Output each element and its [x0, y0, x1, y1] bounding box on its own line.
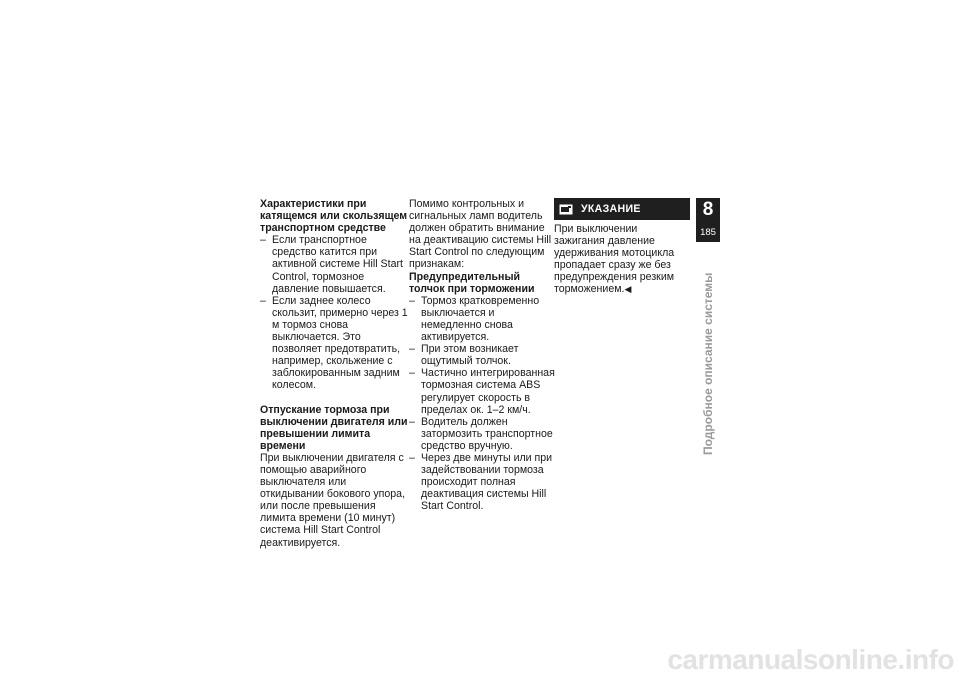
list-item: – При этом возникает ощутимый толчок. — [409, 343, 557, 367]
note-header — [554, 198, 690, 220]
heading-rolling-vehicle: Характеристики при катящемся или скользящем транспортном средстве — [260, 198, 408, 235]
chapter-number: 8 — [702, 199, 714, 220]
list-item: – Водитель должен затормозить транспортное средство вручную. — [409, 416, 557, 452]
warning-jolt-list — [409, 295, 557, 513]
column-3 — [554, 198, 690, 296]
watermark: carmanualsonline.info — [667, 644, 954, 675]
list-item: – Если транспортное средство катится при активной системе Hill Start Control, тормозное давление повышается. — [260, 234, 408, 294]
list-item: – Тормоз кратковременно выключается и немедленно снова активируется. — [409, 295, 557, 343]
list-item: – Если заднее колесо скользит, примерно через 1 м тормоз снова выключается. Это позволяет предотвратить, например, скольжение с заблокированным задним колесом. — [260, 295, 408, 392]
rolling-list — [260, 234, 408, 391]
side-chapter-title: Подробное описание системы — [701, 272, 715, 455]
column-2 — [409, 198, 557, 512]
heading-brake-release: Отпускание тормоза при выключении двигателя или превышении лимита времени — [260, 403, 408, 452]
column-1 — [260, 198, 408, 549]
note-title: УКАЗАНИЕ — [581, 202, 641, 215]
note-hand-icon — [559, 203, 573, 215]
heading-warning-jolt: Предупредительный толчок при торможении — [409, 270, 535, 295]
list-item: – Частично интегрированная тормозная система ABS регулирует скорость в пределах ок. 1–2 км/ч. — [409, 367, 557, 415]
paragraph-brake-release: При выключении двигателя с помощью аварийного выключателя или откидывании бокового упора, или после превышения лимита времени (10 минут) система Hill Start Control деактивируется. — [260, 451, 406, 549]
note-text: При выключении зажигания давление удерживания мотоцикла пропадает сразу же без предупреждения резким торможением.◀ — [554, 223, 675, 296]
paragraph-deactivation-signs: Помимо контрольных и сигнальных ламп водитель должен обратить внимание на деактивацию системы Hill Start Control по следующим признакам: — [409, 198, 552, 271]
end-mark: ◀ — [624, 284, 632, 295]
list-item: – Через две минуты или при задействовании тормоза происходит полная деактивация системы Hill Start Control. — [409, 452, 557, 512]
page-number: 185 — [700, 227, 716, 238]
chapter-tab — [696, 198, 720, 242]
